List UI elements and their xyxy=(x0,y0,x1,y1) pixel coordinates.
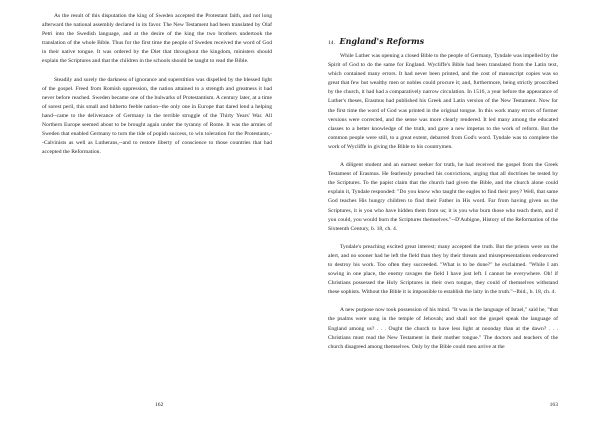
right-page xyxy=(300,0,600,424)
chapter-heading xyxy=(328,36,558,46)
paragraph: While Luther was opening a closed Bible to the people of Germany, Tyndale was impelled by the Spirit of God to do the same for England. Wycliffe's Bible had been translated from the Latin text, which contained many errors. It had never been printed, and the cost of manuscript copies was so great that few but wealthy men or nobles could procure it; and, furthermore, being strictly proscribed by the church, it had had a comparatively narrow circulation. In 1516, a year before the appearance of Luther's theses, Erasmus had published his Greek and Latin version of the New Testament. Now for the first time the word of God was printed in the original tongue. In this work many errors of former versions were corrected, and the sense was more clearly rendered. It led many among the educated classes to a better knowledge of the truth, and gave a new impetus to the work of reform. But the common people were still, to a great extent, debarred from God's word. Tyndale was to complete the work of Wycliffe in giving the Bible to his countrymen. xyxy=(328,53,558,150)
paragraph: A diligent student and an earnest seeker for truth, he had received the gospel from the Greek Testament of Erasmus. He fearlessly preached his convictions, urging that all doctrines be tested by the Scriptures. To the papist claim that the church had given the Bible, and the church alone could explain it, Tyndale responded: "Do you know who taught the eagles to find their prey? Well, that same God teaches His hungry children to find their Father in His word. Far from having given us the Scriptures, it is you who have hidden them from us; it is you who burn those who teach them, and if you could, you would burn the Scriptures themselves."--D'Aubigne, History of the Reformation of the Sixteenth Century, b. 18, ch. 4. xyxy=(328,162,558,232)
page-number: 162 xyxy=(155,402,164,408)
paragraph: Tyndale's preaching excited great interest; many accepted the truth. But the priests were on the alert, and no sooner had he left the field than they by their threats and misrepresentations endeavored to destroy his work. Too often they succeeded. "What is to be done?" he exclaimed. "While I am sowing in one place, the enemy ravages the field I have just left. I cannot be everywhere. Oh! if Christians possessed the Holy Scriptures in their own tongue, they could of themselves withstand these sophists. Without the Bible it is impossible to establish the laity in the truth."--Ibid., b. 18, ch. 4. xyxy=(328,243,558,296)
chapter-title: England's Reforms xyxy=(339,36,425,46)
paragraph: A new purpose now took possession of his mind. "It was in the language of Israel," said he, "that the psalms were sung in the temple of Jehovah; and shall not the gospel speak the language of England among us? . . . Ought the church to have less light at noonday than at the dawn? . . . Christians must read the New Testament in their mother tongue." The doctors and teachers of the church disagreed among themselves. Only by the Bible could men arrive at the xyxy=(328,307,558,350)
page-number: 163 xyxy=(549,402,558,408)
paragraph: Steadily and surely the darkness of ignorance and superstition was dispelled by the blessed light of the gospel. Freed from Romish oppression, the nation attained to a strength and greatness it had never before reached. Sweden became one of the bulwarks of Protestantism. A century later, at a time of sorest peril, this small and hitherto feeble nation--the only one in Europe that dared lend a helping hand--came to the deliverance of Germany in the terrible struggle of the Thirty Years' War. All Northern Europe seemed about to be brought again under the tyranny of Rome. It was the armies of Sweden that enabled Germany to turn the tide of popish success, to win toleration for the Protestants,--Calvinists as well as Lutherans,--and to restore liberty of conscience to those countries that had accepted the Reformation. xyxy=(42,76,272,156)
paragraph: As the result of this disputation the king of Sweden accepted the Protestant faith, and not long afterward the national assembly declared in its favor. The New Testament had been translated by Olaf Petri into the Swedish language, and at the desire of the king the two brothers undertook the translation of the whole Bible. Thus for the first time the people of Sweden received the word of God in their native tongue. It was ordered by the Diet that throughout the kingdom, ministers should explain the Scriptures and that the children in the schools should be taught to read the Bible. xyxy=(42,13,272,65)
chapter-number: 14. xyxy=(328,40,335,46)
